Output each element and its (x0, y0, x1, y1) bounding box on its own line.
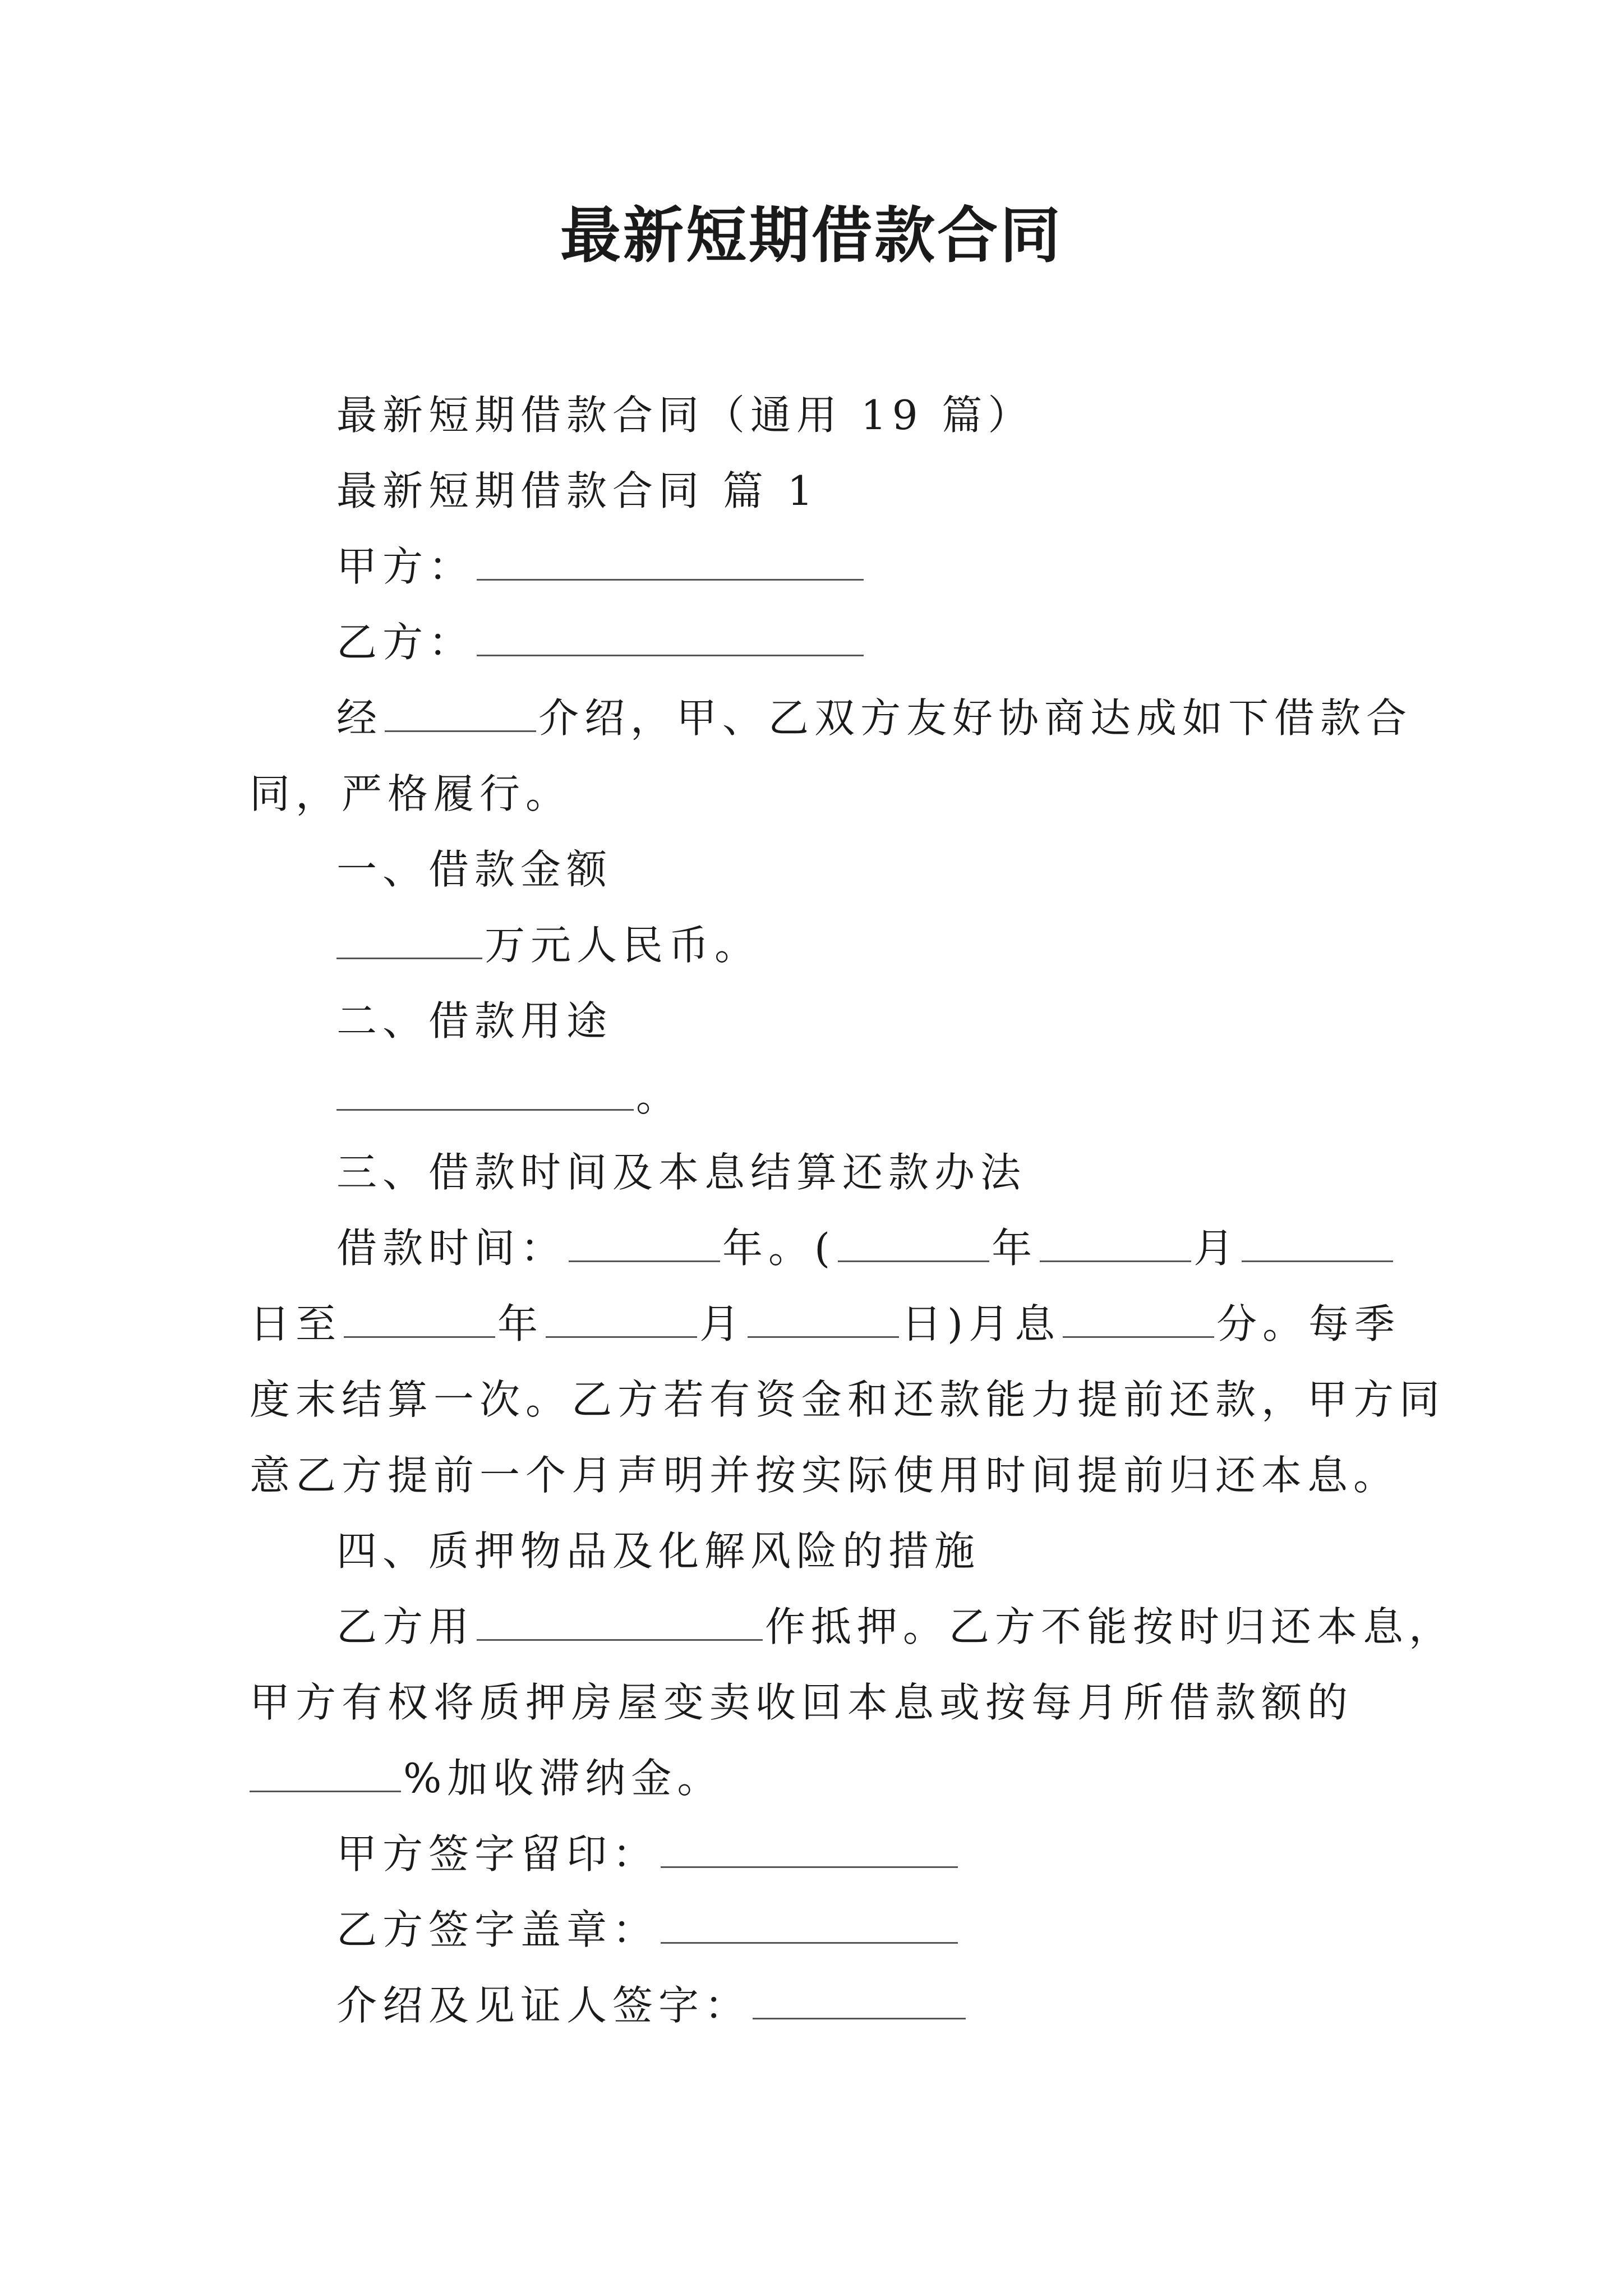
pledge-text-b: 作抵押。乙方不能按时归还本息， (765, 1603, 1455, 1650)
pledge-line-1 (336, 1599, 1469, 1655)
party-a-blank (477, 545, 864, 581)
pledge-item-blank (477, 1605, 763, 1641)
signature-witness (336, 1977, 1469, 2033)
start-year-blank (838, 1227, 989, 1262)
purpose-suffix: 。 (636, 1073, 683, 1120)
amount-line (336, 917, 1469, 973)
heading-amount: 一、借款金额 (336, 846, 613, 893)
end-year-blank (344, 1303, 495, 1338)
heading-purpose: 二、借款用途 (336, 997, 613, 1045)
interest-blank (1063, 1303, 1214, 1338)
party-b-blank (477, 621, 864, 656)
loan-time2-text-e: 分。每季 (1216, 1300, 1401, 1347)
amount-blank (336, 924, 482, 959)
signature-party-b (336, 1902, 1469, 1958)
intro-text-a: 经 (336, 694, 383, 742)
document-subtitle: 最新短期借款合同（通用 19 篇） (336, 392, 1034, 439)
intro-line-2: 同，严格履行。 (250, 770, 572, 817)
amount-suffix: 万元人民币。 (485, 922, 761, 969)
late-fee-rate-blank (250, 1757, 401, 1792)
pledge-line-3-suffix: %加收滞纳金。 (403, 1755, 723, 1802)
pledge-line-2: 甲方有权将质押房屋变卖收回本息或按每月所借款额的 (250, 1679, 1354, 1726)
intro-text-b: 介绍，甲、乙双方友好协商达成如下借款合 (538, 694, 1413, 742)
party-b-line (336, 614, 1469, 670)
party-a-line (336, 539, 1469, 595)
end-day-blank (748, 1303, 899, 1338)
signature-party-a (336, 1826, 1469, 1882)
section-heading: 最新短期借款合同 篇 1 (336, 467, 819, 514)
loan-time-text-c: 年 (992, 1225, 1038, 1272)
signature-party-b-label: 乙方签字盖章： (336, 1906, 659, 1953)
signature-party-a-label: 甲方签字留印： (336, 1830, 659, 1878)
signature-party-a-blank (661, 1833, 958, 1868)
loan-time-label: 借款时间： (336, 1225, 567, 1272)
heading-repayment: 三、借款时间及本息结算还款办法 (336, 1149, 1027, 1196)
end-month-blank (546, 1303, 697, 1338)
start-day-blank (1242, 1227, 1393, 1262)
loan-years-blank (569, 1227, 720, 1262)
loan-time2-text-d: 日)月息 (901, 1300, 1061, 1347)
party-b-label: 乙方： (336, 619, 475, 666)
introducer-blank (385, 697, 536, 732)
loan-time2-text-a: 日至 (250, 1300, 342, 1347)
heading-pledge: 四、质押物品及化解风险的措施 (336, 1527, 981, 1575)
signature-witness-blank (753, 1984, 966, 2019)
loan-time-line-3: 度末结算一次。乙方若有资金和还款能力提前还款，甲方同 (250, 1376, 1446, 1423)
loan-time2-text-b: 年 (497, 1300, 544, 1347)
pledge-text-a: 乙方用 (336, 1603, 475, 1650)
intro-line-1 (336, 690, 1469, 746)
loan-time-line-4: 意乙方提前一个月声明并按实际使用时间提前归还本息。 (250, 1452, 1400, 1499)
document-title: 最新短期借款合同 (560, 200, 1063, 271)
purpose-blank (336, 1075, 634, 1111)
purpose-line (336, 1069, 1469, 1125)
start-month-blank (1040, 1227, 1191, 1262)
loan-time-text-b: 年。( (722, 1225, 836, 1272)
signature-party-b-blank (661, 1908, 958, 1944)
signature-witness-label: 介绍及见证人签字： (336, 1982, 751, 2029)
party-a-label: 甲方： (336, 543, 475, 590)
pledge-line-3 (250, 1750, 1382, 1806)
loan-time-line-1 (336, 1220, 1469, 1276)
loan-time-text-d: 月 (1193, 1225, 1240, 1272)
loan-time-line-2 (250, 1296, 1401, 1352)
loan-time2-text-c: 月 (699, 1300, 746, 1347)
